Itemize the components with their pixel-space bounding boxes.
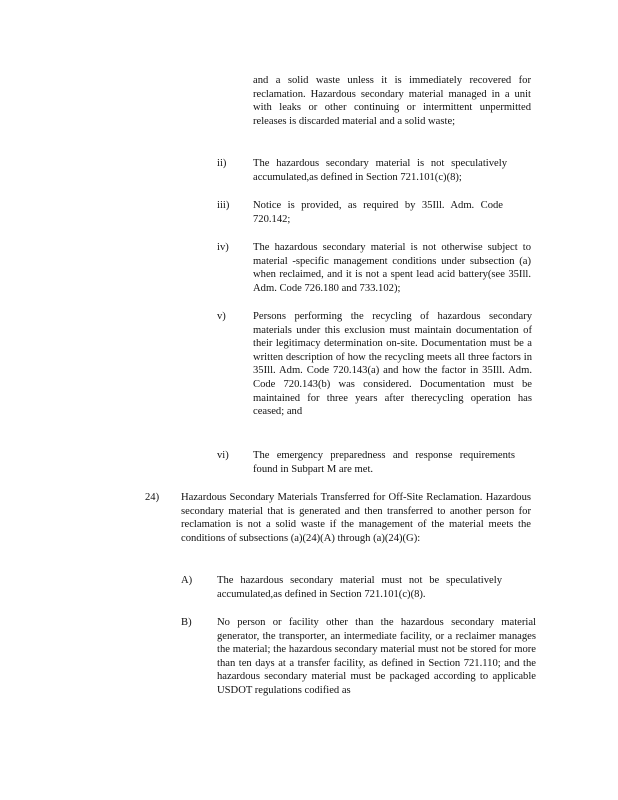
- section-text-24: Hazardous Secondary Materials Transferred for Off-Site Reclamation. Hazardous secondary material that is generated and then transferred to another person for reclamation is not a solid waste if the management of the material meets the conditions of subsections (a)(24)(A) through (a)(24)(G):: [181, 492, 531, 544]
- item-marker-iii: iii): [217, 200, 230, 211]
- item-marker-vi: vi): [217, 450, 229, 461]
- item-marker-A: A): [181, 575, 193, 586]
- item-text-A: The hazardous secondary material must not be speculatively accumulated,as defined in Section 721.101(c)(8).: [217, 575, 502, 600]
- item-marker-iv: iv): [217, 242, 229, 253]
- item-text-B: No person or facility other than the hazardous secondary material generator, the transporter, an intermediate facility, or a reclaimer manages the material; the hazardous secondary material must not be stored for more than ten days at a transfer facility, as defined in Section 721.110; and the hazardous secondary material must be packaged according to applicable USDOT regulations codified as: [217, 617, 536, 696]
- continuation-paragraph: and a solid waste unless it is immediately recovered for reclamation. Hazardous secondary material managed in a unit with leaks or other continuing or intermittent unpermitted releases is discarded material and a solid waste;: [253, 75, 531, 127]
- item-marker-B: B): [181, 617, 192, 628]
- item-text-v: Persons performing the recycling of hazardous secondary materials under this exclusion must maintain documentation of their legitimacy determination on-site. Documentation must be a written description of how the recycling meets all three factors in 35Ill. Adm. Code 720.143(a) and how the factor in 35Ill. Adm. Code 720.143(b) was considered. Documentation must be maintained for three years after therecycling operation has ceased; and: [253, 311, 532, 418]
- item-marker-ii: ii): [217, 158, 227, 169]
- item-text-iii: Notice is provided, as required by 35Ill. Adm. Code 720.142;: [253, 200, 503, 225]
- item-text-iv: The hazardous secondary material is not otherwise subject to material -specific management conditions under subsection (a) when reclaimed, and it is not a spent lead acid battery(see 35Ill. Adm. Code 726.180 and 733.102);: [253, 242, 531, 294]
- item-text-vi: The emergency preparedness and response requirements found in Subpart M are met.: [253, 450, 515, 475]
- item-text-ii: The hazardous secondary material is not speculatively accumulated,as defined in Section 721.101(c)(8);: [253, 158, 507, 183]
- item-marker-v: v): [217, 311, 226, 322]
- section-marker-24: 24): [145, 492, 160, 503]
